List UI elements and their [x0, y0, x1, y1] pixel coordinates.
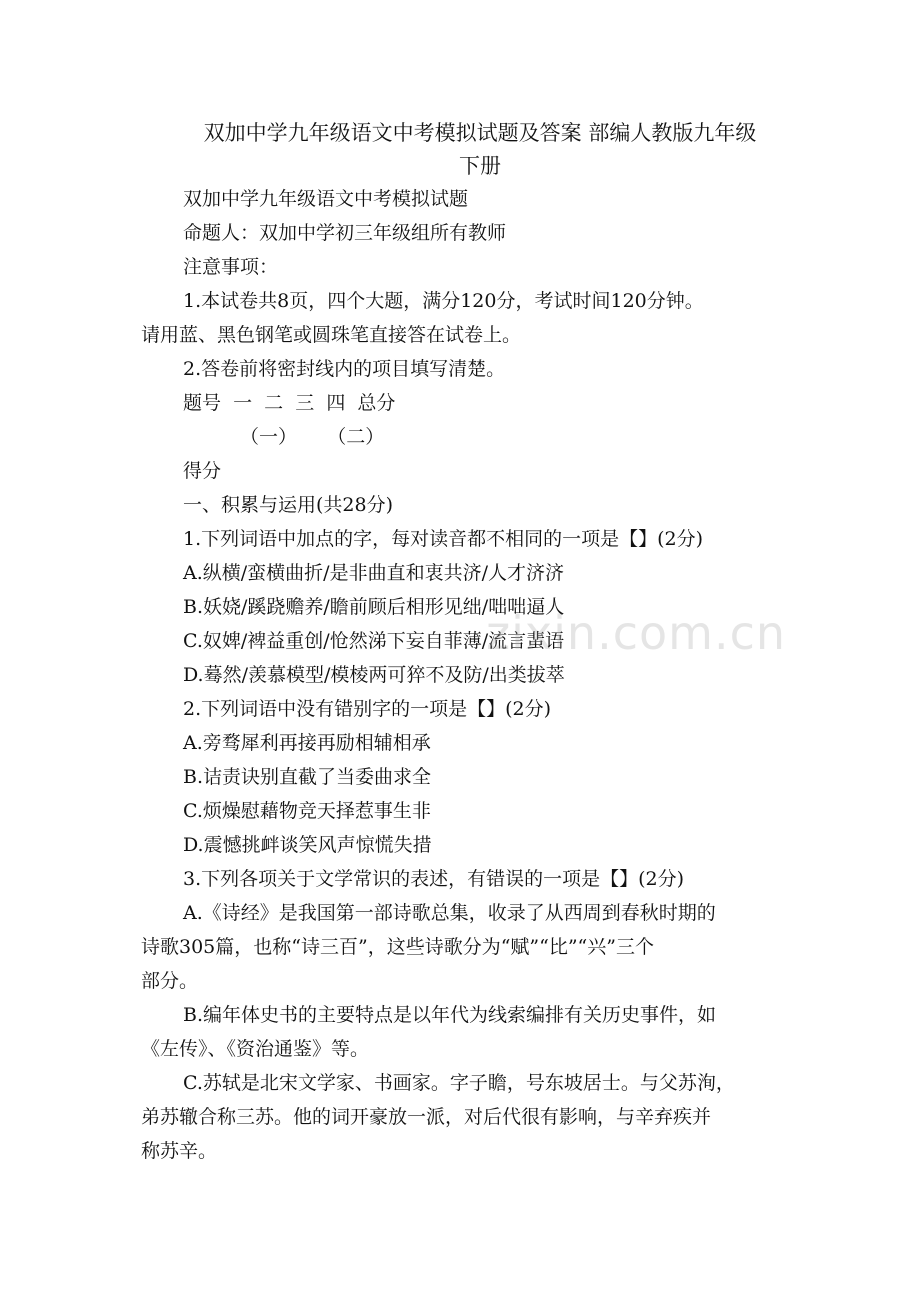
question-2: 2.下列词语中没有错别字的一项是【】(2分) [183, 698, 552, 720]
watermark: zixin.com.cn [486, 606, 787, 660]
notice-item-1: 1.本试卷共8页，四个大题，满分120分，考试时间120分钟。 [183, 290, 704, 312]
q1-option-b: B.妖娆/蹊跷赡养/瞻前顾后相形见绌/咄咄逼人 [183, 596, 565, 618]
notice-item-2: 2.答卷前将密封线内的项目填写清楚。 [183, 358, 506, 380]
score-table-header: 题号 一 二 三 四 总分 [183, 392, 396, 414]
title-line-2: 下册 [459, 154, 501, 178]
notice-item-1-cont: 请用蓝、黑色钢笔或圆珠笔直接答在试卷上。 [141, 324, 522, 346]
q3-option-a: A.《诗经》是我国第一部诗歌总集，收录了从西周到春秋时期的 [183, 902, 716, 924]
q2-option-d: D.震憾挑衅谈笑风声惊慌失措 [183, 834, 432, 856]
q3-option-a-cont-1: 诗歌305篇，也称“诗三百”，这些诗歌分为“赋”“比”“兴”三个 [141, 936, 654, 958]
section-heading: 一、积累与运用(共28分) [183, 494, 394, 516]
q3-option-c-cont-2: 称苏辛。 [141, 1140, 218, 1162]
title-line-1: 双加中学九年级语文中考模拟试题及答案 部编人教版九年级 [203, 121, 757, 145]
score-table-subheader: （一） （二） [240, 426, 385, 448]
question-1: 1.下列词语中加点的字，每对读音都不相同的一项是【】(2分) [183, 528, 704, 550]
q2-option-b: B.诘责诀别直截了当委曲求全 [183, 766, 432, 788]
q1-option-d: D.蓦然/羡慕模型/模棱两可猝不及防/出类拔萃 [183, 664, 565, 686]
q3-option-c-cont-1: 弟苏辙合称三苏。他的词开豪放一派，对后代很有影响，与辛弃疾并 [141, 1106, 712, 1128]
q2-option-a: A.旁骛犀利再接再励相辅相承 [183, 732, 431, 754]
q3-option-a-cont-2: 部分。 [141, 970, 199, 992]
notice-heading: 注意事项： [183, 256, 279, 278]
q3-option-b-cont: 《左传》、《资治通鉴》等。 [141, 1038, 370, 1060]
document-title [140, 117, 820, 183]
score-row-label: 得分 [183, 460, 222, 482]
author-line: 命题人：双加中学初三年级组所有教师 [183, 222, 507, 244]
exam-name: 双加中学九年级语文中考模拟试题 [183, 188, 469, 210]
q3-option-c: C.苏轼是北宋文学家、书画家。字子瞻，号东坡居士。与父苏洵， [183, 1072, 735, 1094]
q3-option-b: B.编年体史书的主要特点是以年代为线索编排有关历史事件，如 [183, 1004, 717, 1026]
q1-option-a: A.纵横/蛮横曲折/是非曲直和衷共济/人才济济 [183, 562, 564, 584]
q1-option-c: C.奴婢/裨益重创/怆然涕下妄自菲薄/流言蜚语 [183, 630, 565, 652]
q2-option-c: C.烦燥慰藉物竞天择惹事生非 [183, 800, 431, 822]
question-3: 3.下列各项关于文学常识的表述，有错误的一项是【】(2分) [183, 868, 685, 890]
